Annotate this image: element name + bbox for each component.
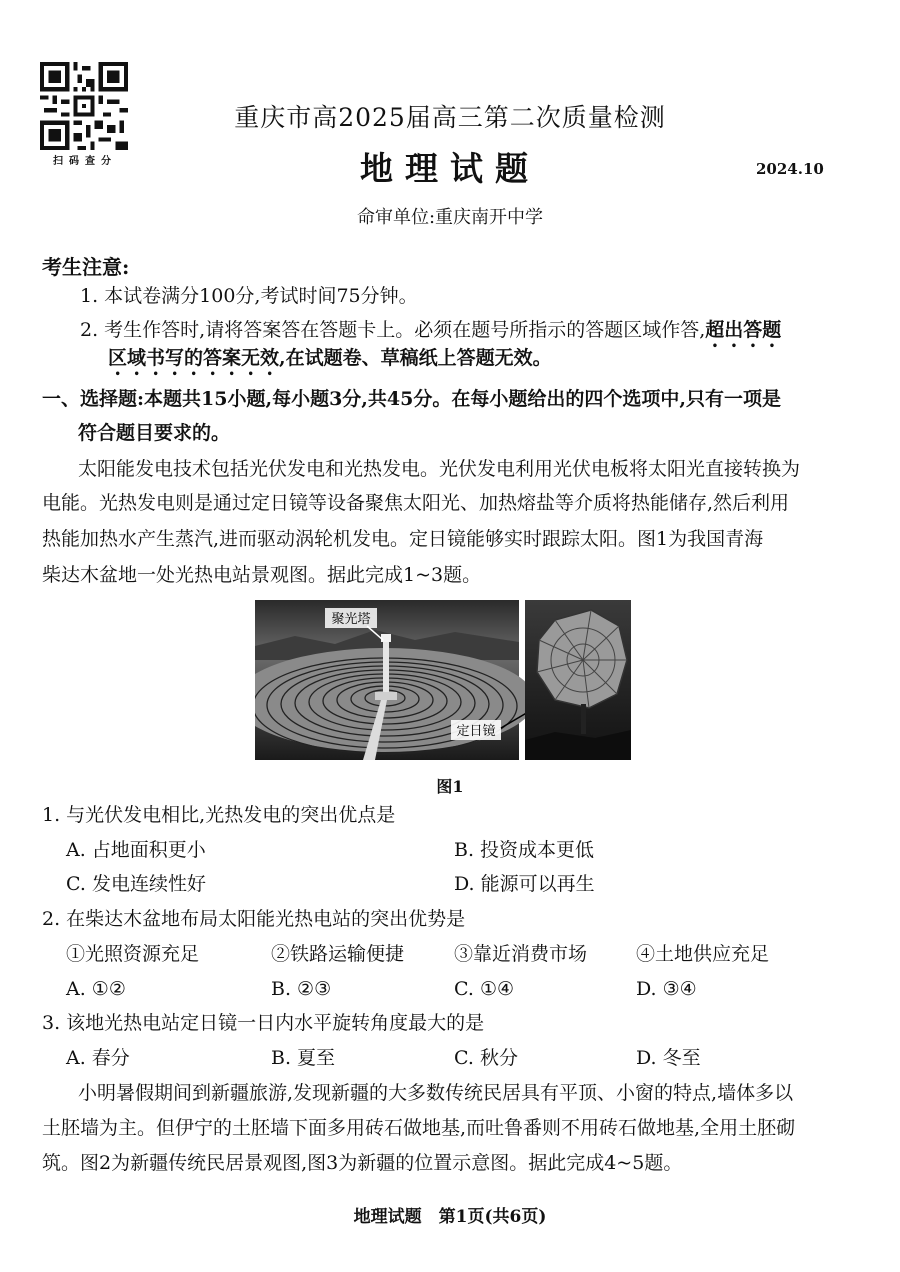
- figure-1-photos: [255, 600, 631, 760]
- question-3-option-a: A. 春分: [66, 1047, 130, 1069]
- passage1-line: 柴达木盆地一处光热电站景观图。据此完成1~3题。: [42, 564, 482, 586]
- figure-1-caption: 图1: [436, 777, 464, 796]
- question-1-stem: 1. 与光伏发电相比,光热发电的突出优点是: [42, 804, 396, 826]
- question-3-option-d: D. 冬至: [636, 1047, 701, 1069]
- question-2-statement-4: ④土地供应充足: [636, 943, 770, 965]
- question-1-option-c: C. 发电连续性好: [66, 873, 206, 895]
- exam-date: 2024.10: [756, 160, 824, 178]
- notice-item-2-continued: [108, 346, 552, 380]
- question-2-option-b: B. ②③: [271, 978, 332, 1000]
- subject-title: 地理试题: [360, 149, 540, 188]
- passage1-line: 太阳能发电技术包括光伏发电和光热发电。光伏发电利用光伏电板将太阳光直接转换为: [78, 458, 801, 480]
- heliostat-photo: [525, 600, 631, 760]
- question-2-option-a: A. ①②: [66, 978, 126, 1000]
- page-footer: 地理试题 第1页(共6页): [353, 1207, 547, 1227]
- question-3-option-b: B. 夏至: [271, 1047, 336, 1069]
- question-1-option-a: A. 占地面积更小: [66, 839, 206, 861]
- figure-label-heliostat: 定日镜: [456, 723, 496, 738]
- solar-field-photo: [255, 600, 535, 760]
- question-3-option-c: C. 秋分: [454, 1047, 518, 1069]
- setter-unit: 命审单位:重庆南开中学: [356, 207, 544, 228]
- notice-item-2-emphasis: 超出答题: [705, 319, 782, 341]
- question-2-statement-3: ③靠近消费市场: [454, 943, 588, 965]
- question-2-option-d: D. ③④: [636, 978, 697, 1000]
- question-2-stem: 2. 在柴达木盆地布局太阳能光热电站的突出优势是: [42, 908, 466, 930]
- notice-item-1: 1. 本试卷满分100分,考试时间75分钟。: [80, 285, 418, 307]
- question-3-stem: 3. 该地光热电站定日镜一日内水平旋转角度最大的是: [42, 1012, 485, 1034]
- question-2-statement-1: ①光照资源充足: [66, 943, 200, 965]
- question-1-option-d: D. 能源可以再生: [454, 873, 595, 895]
- notice-item-2-emphasis-2: 区域书写的答案无效: [108, 347, 280, 369]
- question-1-option-b: B. 投资成本更低: [454, 839, 595, 861]
- notice-item-2-rest: ,在试题卷、草稿纸上答题无效。: [279, 347, 552, 369]
- section-heading-2: 符合题目要求的。: [78, 422, 231, 444]
- passage1-line: 热能加热水产生蒸汽,进而驱动涡轮机发电。定日镜能够实时跟踪太阳。图1为我国青海: [42, 528, 764, 550]
- notice-title: 考生注意:: [42, 255, 130, 279]
- figure-label-tower: 聚光塔: [331, 611, 371, 626]
- question-2-option-c: C. ①④: [454, 978, 515, 1000]
- passage2-line: 土胚墙为主。但伊宁的土胚墙下面多用砖石做地基,而吐鲁番则不用砖石做地基,全用土胚砌: [42, 1117, 796, 1139]
- passage2-line: 小明暑假期间到新疆旅游,发现新疆的大多数传统民居具有平顶、小窗的特点,墙体多以: [78, 1082, 794, 1104]
- question-2-statement-2: ②铁路运输便捷: [271, 943, 405, 965]
- section-heading: 一、选择题:本题共15小题,每小题3分,共45分。在每小题给出的四个选项中,只有一项是: [42, 388, 781, 410]
- qr-caption: 扫码查分: [53, 156, 117, 167]
- exam-title: 重庆市高2025届高三第二次质量检测: [234, 103, 666, 132]
- passage2-line: 筑。图2为新疆传统民居景观图,图3为新疆的位置示意图。据此完成4~5题。: [42, 1152, 683, 1174]
- notice-item-2-text: 2. 考生作答时,请将答案答在答题卡上。必须在题号所指示的答题区域作答,: [80, 319, 706, 341]
- passage1-line: 电能。光热发电则是通过定日镜等设备聚焦太阳光、加热熔盐等介质将热能储存,然后利用: [42, 492, 790, 514]
